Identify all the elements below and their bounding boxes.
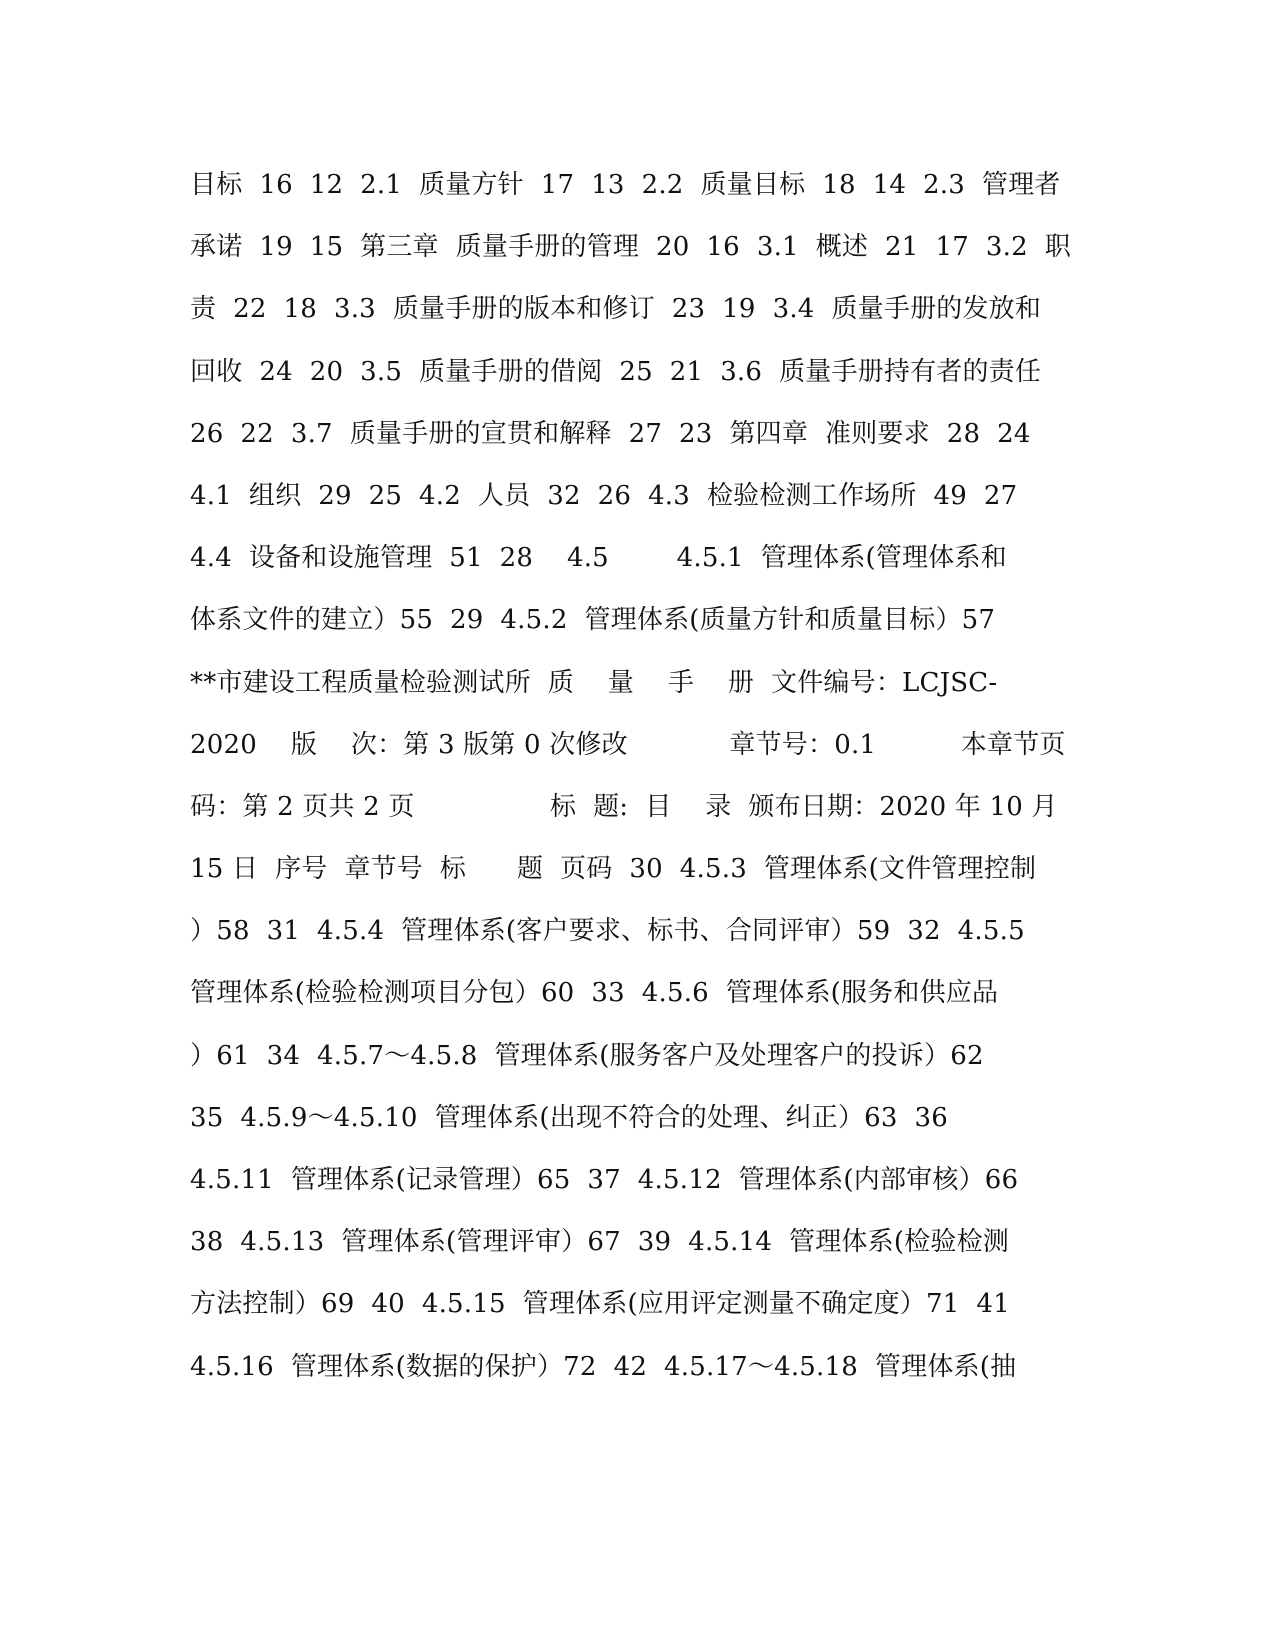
text-line: ）61 34 4.5.7～4.5.8 管理体系(服务客户及处理客户的投诉）62 [190, 1040, 984, 1071]
text-line: 4.5.16 管理体系(数据的保护）72 42 4.5.17～4.5.18 管理体系(抽 [190, 1351, 1017, 1382]
text-line: 35 4.5.9～4.5.10 管理体系(出现不符合的处理、纠正）63 36 [190, 1102, 949, 1133]
text-line: 方法控制）69 40 4.5.15 管理体系(应用评定测量不确定度）71 41 [190, 1289, 1010, 1320]
text-line: 管理体系(检验检测项目分包）60 33 4.5.6 管理体系(服务和供应品 [190, 978, 999, 1009]
header-line: **市建设工程质量检验测试所 质 量 手 册 文件编号：LCJSC- [190, 667, 998, 698]
header-line: 码：第 2 页共 2 页 标 题: 目 录 颁布日期：2020 年 10 月 [190, 791, 1058, 822]
text-line: 4.4 设备和设施管理 51 28 4.5 4.5.1 管理体系(管理体系和 [190, 543, 1007, 574]
table-of-contents-text [190, 166, 1071, 1410]
text-line: 体系文件的建立）55 29 4.5.2 管理体系(质量方针和质量目标）57 [190, 605, 996, 636]
text-line: 回收 24 20 3.5 质量手册的借阅 25 21 3.6 质量手册持有者的责任 [190, 356, 1042, 387]
text-line: 26 22 3.7 质量手册的宣贯和解释 27 23 第四章 准则要求 28 24 [190, 418, 1031, 449]
text-line: 责 22 18 3.3 质量手册的版本和修订 23 19 3.4 质量手册的发放和 [190, 294, 1042, 325]
text-line: 4.5.11 管理体系(记录管理）65 37 4.5.12 管理体系(内部审核）66 [190, 1165, 1019, 1195]
text-line: 15 日 序号 章节号 标 题 页码 30 4.5.3 管理体系(文件管理控制 [190, 854, 1037, 885]
text-line: 目标 16 12 2.1 质量方针 17 13 2.2 质量目标 18 14 2.3 管理者 [190, 170, 1061, 200]
header-line: 2020 版 次：第 3 版第 0 次修改 章节号：0.1 本章节页 [190, 729, 1066, 760]
text-line: ）58 31 4.5.4 管理体系(客户要求、标书、合同评审）59 32 4.5.5 [190, 916, 1025, 947]
text-line: 38 4.5.13 管理体系(管理评审）67 39 4.5.14 管理体系(检验检测 [190, 1227, 1009, 1258]
text-line: 4.1 组织 29 25 4.2 人员 32 26 4.3 检验检测工作场所 49 27 [190, 480, 1018, 511]
text-line: 承诺 19 15 第三章 质量手册的管理 20 16 3.1 概述 21 17 3.2 职 [190, 232, 1071, 263]
